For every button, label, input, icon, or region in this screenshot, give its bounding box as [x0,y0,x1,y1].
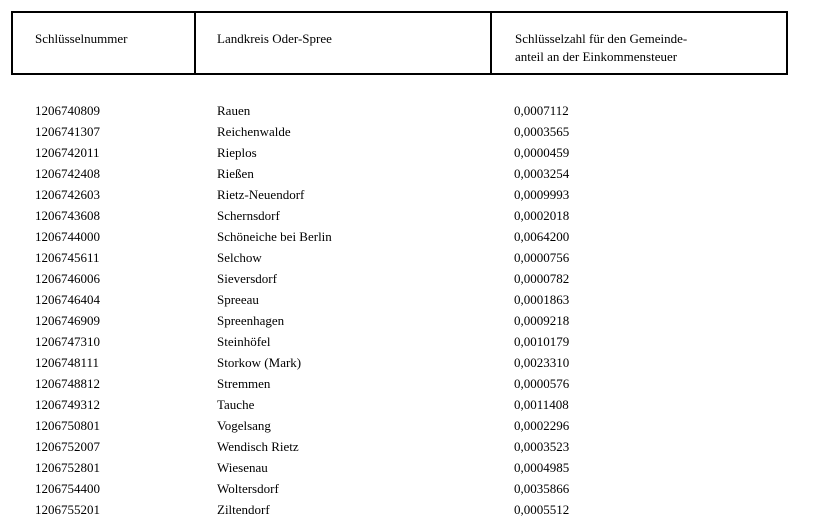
row-name: Vogelsang [217,418,271,433]
header-key-column [35,30,127,48]
header-value-column [515,30,745,66]
table-header [11,11,788,75]
row-value: 0,0007112 [514,103,569,118]
header-district-column [217,30,332,48]
row-value: 0,0000576 [514,376,570,391]
row-name: Rietz-Neuendorf [217,187,305,202]
table-row [0,394,827,415]
row-name: Schernsdorf [217,208,280,223]
row-name: Spreenhagen [217,313,285,328]
row-key: 1206742603 [35,187,100,202]
header-district-label: Landkreis Oder-Spree [217,31,332,46]
header-value-label-line2: anteil an der Einkommensteuer [515,49,678,64]
row-name: Reichenwalde [217,124,291,139]
table-row [0,436,827,457]
table-row [0,457,827,478]
row-name: Selchow [217,250,262,265]
row-value: 0,0064200 [514,229,570,244]
row-key: 1206747310 [35,334,100,349]
row-value: 0,0002018 [514,208,570,223]
row-name: Sieversdorf [217,271,277,286]
row-key: 1206746006 [35,271,100,286]
table-body [0,100,827,520]
row-key: 1206744000 [35,229,100,244]
header-key-label: Schlüsselnummer [35,31,128,46]
header-divider [490,13,492,73]
table-row [0,163,827,184]
row-key: 1206748111 [35,355,100,370]
header-value-label-line1: Schlüsselzahl für den Gemeinde- [515,31,688,46]
row-name: Steinhöfel [217,334,271,349]
row-value: 0,0000782 [514,271,570,286]
table-row [0,331,827,352]
table-row [0,268,827,289]
row-key: 1206749312 [35,397,100,412]
row-key: 1206745611 [35,250,100,265]
table-row [0,121,827,142]
row-value: 0,0000756 [514,250,570,265]
row-value: 0,0004985 [514,460,570,475]
row-key: 1206754400 [35,481,100,496]
row-value: 0,0005512 [514,502,570,517]
row-value: 0,0009218 [514,313,570,328]
row-key: 1206746404 [35,292,100,307]
row-name: Tauche [217,397,255,412]
table-row [0,310,827,331]
table-row [0,289,827,310]
row-key: 1206741307 [35,124,100,139]
row-key: 1206752007 [35,439,100,454]
table-row [0,478,827,499]
table-row [0,499,827,520]
table-row [0,247,827,268]
row-key: 1206743608 [35,208,100,223]
row-value: 0,0023310 [514,355,570,370]
table-row [0,373,827,394]
table-row [0,205,827,226]
row-name: Wiesenau [217,460,268,475]
row-value: 0,0002296 [514,418,570,433]
row-key: 1206752801 [35,460,100,475]
row-value: 0,0010179 [514,334,570,349]
row-key: 1206748812 [35,376,100,391]
table-row [0,415,827,436]
table-row [0,352,827,373]
row-key: 1206742408 [35,166,100,181]
table-row [0,184,827,205]
row-key: 1206746909 [35,313,100,328]
row-value: 0,0003565 [514,124,570,139]
row-value: 0,0003523 [514,439,570,454]
row-name: Spreeau [217,292,259,307]
table-row [0,100,827,121]
row-value: 0,0009993 [514,187,570,202]
row-name: Wendisch Rietz [217,439,299,454]
row-name: Stremmen [217,376,271,391]
row-name: Woltersdorf [217,481,279,496]
table-row [0,142,827,163]
header-divider [194,13,196,73]
row-value: 0,0011408 [514,397,569,412]
row-key: 1206742011 [35,145,100,160]
row-value: 0,0003254 [514,166,570,181]
row-name: Ziltendorf [217,502,270,517]
row-name: Rieplos [217,145,257,160]
row-name: Rießen [217,166,254,181]
row-name: Schöneiche bei Berlin [217,229,332,244]
row-value: 0,0001863 [514,292,570,307]
row-value: 0,0000459 [514,145,570,160]
row-key: 1206740809 [35,103,100,118]
row-key: 1206750801 [35,418,100,433]
row-name: Storkow (Mark) [217,355,302,370]
row-value: 0,0035866 [514,481,570,496]
row-name: Rauen [217,103,251,118]
table-row [0,226,827,247]
row-key: 1206755201 [35,502,100,517]
